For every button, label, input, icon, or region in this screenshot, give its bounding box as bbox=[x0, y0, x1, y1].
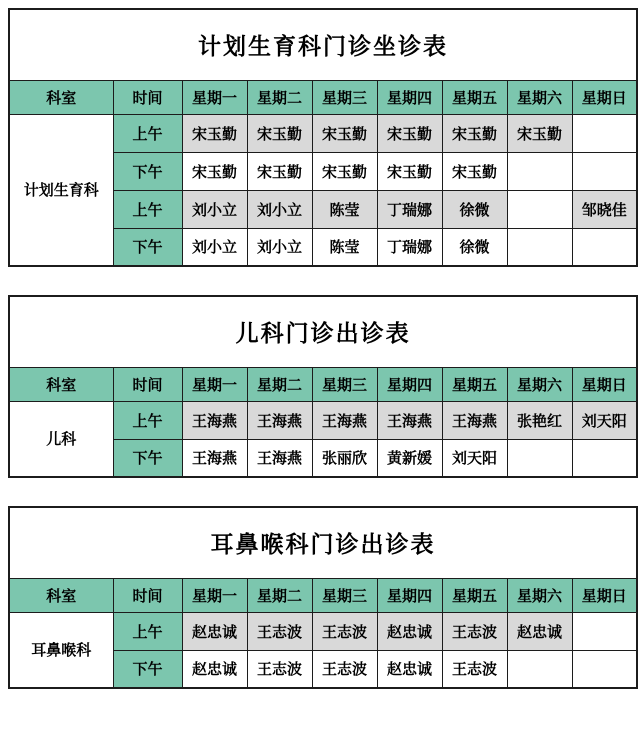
schedule-cell: 宋玉勤 bbox=[442, 114, 507, 152]
time-cell: 下午 bbox=[113, 650, 182, 688]
time-cell: 上午 bbox=[113, 114, 182, 152]
schedule-cell: 王志波 bbox=[247, 612, 312, 650]
schedule-cell bbox=[507, 439, 572, 477]
schedule-cell: 陈莹 bbox=[312, 190, 377, 228]
schedule-cell: 赵忠诚 bbox=[377, 612, 442, 650]
schedule-cell bbox=[572, 650, 637, 688]
schedule-cell: 王海燕 bbox=[312, 401, 377, 439]
schedule-cell: 王志波 bbox=[312, 612, 377, 650]
department-cell: 耳鼻喉科 bbox=[9, 612, 113, 688]
column-header: 星期一 bbox=[182, 367, 247, 401]
column-header: 星期四 bbox=[377, 367, 442, 401]
column-header: 星期六 bbox=[507, 80, 572, 114]
schedule-cell: 刘天阳 bbox=[572, 401, 637, 439]
time-cell: 下午 bbox=[113, 152, 182, 190]
schedule-cell: 宋玉勤 bbox=[442, 152, 507, 190]
schedule-cell: 黄新媛 bbox=[377, 439, 442, 477]
schedule-cell: 陈莹 bbox=[312, 228, 377, 266]
column-header: 星期三 bbox=[312, 367, 377, 401]
schedule-cell: 王海燕 bbox=[442, 401, 507, 439]
column-header: 星期五 bbox=[442, 367, 507, 401]
schedule-cell bbox=[507, 152, 572, 190]
schedule-cell: 徐微 bbox=[442, 228, 507, 266]
column-header: 科室 bbox=[9, 578, 113, 612]
schedule-cell: 王海燕 bbox=[247, 401, 312, 439]
tables-container bbox=[8, 8, 637, 689]
schedule-cell: 刘小立 bbox=[247, 228, 312, 266]
schedule-cell: 王海燕 bbox=[182, 439, 247, 477]
column-header: 星期四 bbox=[377, 80, 442, 114]
schedule-cell bbox=[572, 114, 637, 152]
schedule-cell: 宋玉勤 bbox=[312, 114, 377, 152]
schedule-cell bbox=[507, 650, 572, 688]
time-cell: 上午 bbox=[113, 401, 182, 439]
schedule-cell: 王海燕 bbox=[247, 439, 312, 477]
schedule-cell: 宋玉勤 bbox=[312, 152, 377, 190]
column-header: 星期五 bbox=[442, 578, 507, 612]
column-header: 时间 bbox=[113, 80, 182, 114]
schedule-cell: 王志波 bbox=[247, 650, 312, 688]
schedule-cell: 赵忠诚 bbox=[507, 612, 572, 650]
column-header: 星期日 bbox=[572, 367, 637, 401]
table-title: 耳鼻喉科门诊出诊表 bbox=[9, 507, 637, 578]
time-cell: 上午 bbox=[113, 190, 182, 228]
schedule-cell bbox=[572, 228, 637, 266]
schedule-cell bbox=[572, 439, 637, 477]
schedule-cell: 邹晓佳 bbox=[572, 190, 637, 228]
column-header: 星期一 bbox=[182, 578, 247, 612]
schedule-table-0 bbox=[8, 8, 638, 267]
time-cell: 下午 bbox=[113, 439, 182, 477]
schedule-cell bbox=[507, 228, 572, 266]
column-header: 星期六 bbox=[507, 578, 572, 612]
schedule-cell: 宋玉勤 bbox=[247, 152, 312, 190]
schedule-cell: 张艳红 bbox=[507, 401, 572, 439]
schedule-cell: 刘小立 bbox=[247, 190, 312, 228]
column-header: 时间 bbox=[113, 367, 182, 401]
column-header: 科室 bbox=[9, 80, 113, 114]
schedule-cell: 赵忠诚 bbox=[182, 650, 247, 688]
schedule-cell: 丁瑞娜 bbox=[377, 190, 442, 228]
schedule-cell: 宋玉勤 bbox=[377, 114, 442, 152]
schedule-cell: 宋玉勤 bbox=[182, 114, 247, 152]
column-header: 星期一 bbox=[182, 80, 247, 114]
department-cell: 儿科 bbox=[9, 401, 113, 477]
schedule-cell: 宋玉勤 bbox=[247, 114, 312, 152]
schedule-table-2 bbox=[8, 506, 638, 689]
schedule-cell: 宋玉勤 bbox=[182, 152, 247, 190]
schedule-cell: 刘小立 bbox=[182, 190, 247, 228]
table-title: 计划生育科门诊坐诊表 bbox=[9, 9, 637, 80]
column-header: 星期日 bbox=[572, 80, 637, 114]
column-header: 星期二 bbox=[247, 578, 312, 612]
column-header: 时间 bbox=[113, 578, 182, 612]
schedule-cell bbox=[507, 190, 572, 228]
schedule-table-1 bbox=[8, 295, 638, 478]
column-header: 星期二 bbox=[247, 367, 312, 401]
schedule-cell: 刘小立 bbox=[182, 228, 247, 266]
schedule-cell: 赵忠诚 bbox=[377, 650, 442, 688]
schedule-cell: 王志波 bbox=[442, 650, 507, 688]
schedule-cell: 王志波 bbox=[442, 612, 507, 650]
schedule-cell: 徐微 bbox=[442, 190, 507, 228]
schedule-cell bbox=[572, 152, 637, 190]
time-cell: 上午 bbox=[113, 612, 182, 650]
column-header: 星期五 bbox=[442, 80, 507, 114]
column-header: 星期三 bbox=[312, 80, 377, 114]
department-cell: 计划生育科 bbox=[9, 114, 113, 266]
table-title: 儿科门诊出诊表 bbox=[9, 296, 637, 367]
column-header: 星期四 bbox=[377, 578, 442, 612]
column-header: 星期日 bbox=[572, 578, 637, 612]
column-header: 星期三 bbox=[312, 578, 377, 612]
schedule-cell bbox=[572, 612, 637, 650]
schedule-cell: 宋玉勤 bbox=[377, 152, 442, 190]
time-cell: 下午 bbox=[113, 228, 182, 266]
schedule-cell: 丁瑞娜 bbox=[377, 228, 442, 266]
column-header: 科室 bbox=[9, 367, 113, 401]
column-header: 星期六 bbox=[507, 367, 572, 401]
schedule-cell: 张丽欣 bbox=[312, 439, 377, 477]
schedule-cell: 刘天阳 bbox=[442, 439, 507, 477]
schedule-cell: 王海燕 bbox=[182, 401, 247, 439]
column-header: 星期二 bbox=[247, 80, 312, 114]
schedule-cell: 王志波 bbox=[312, 650, 377, 688]
schedule-cell: 宋玉勤 bbox=[507, 114, 572, 152]
schedule-cell: 赵忠诚 bbox=[182, 612, 247, 650]
schedule-cell: 王海燕 bbox=[377, 401, 442, 439]
